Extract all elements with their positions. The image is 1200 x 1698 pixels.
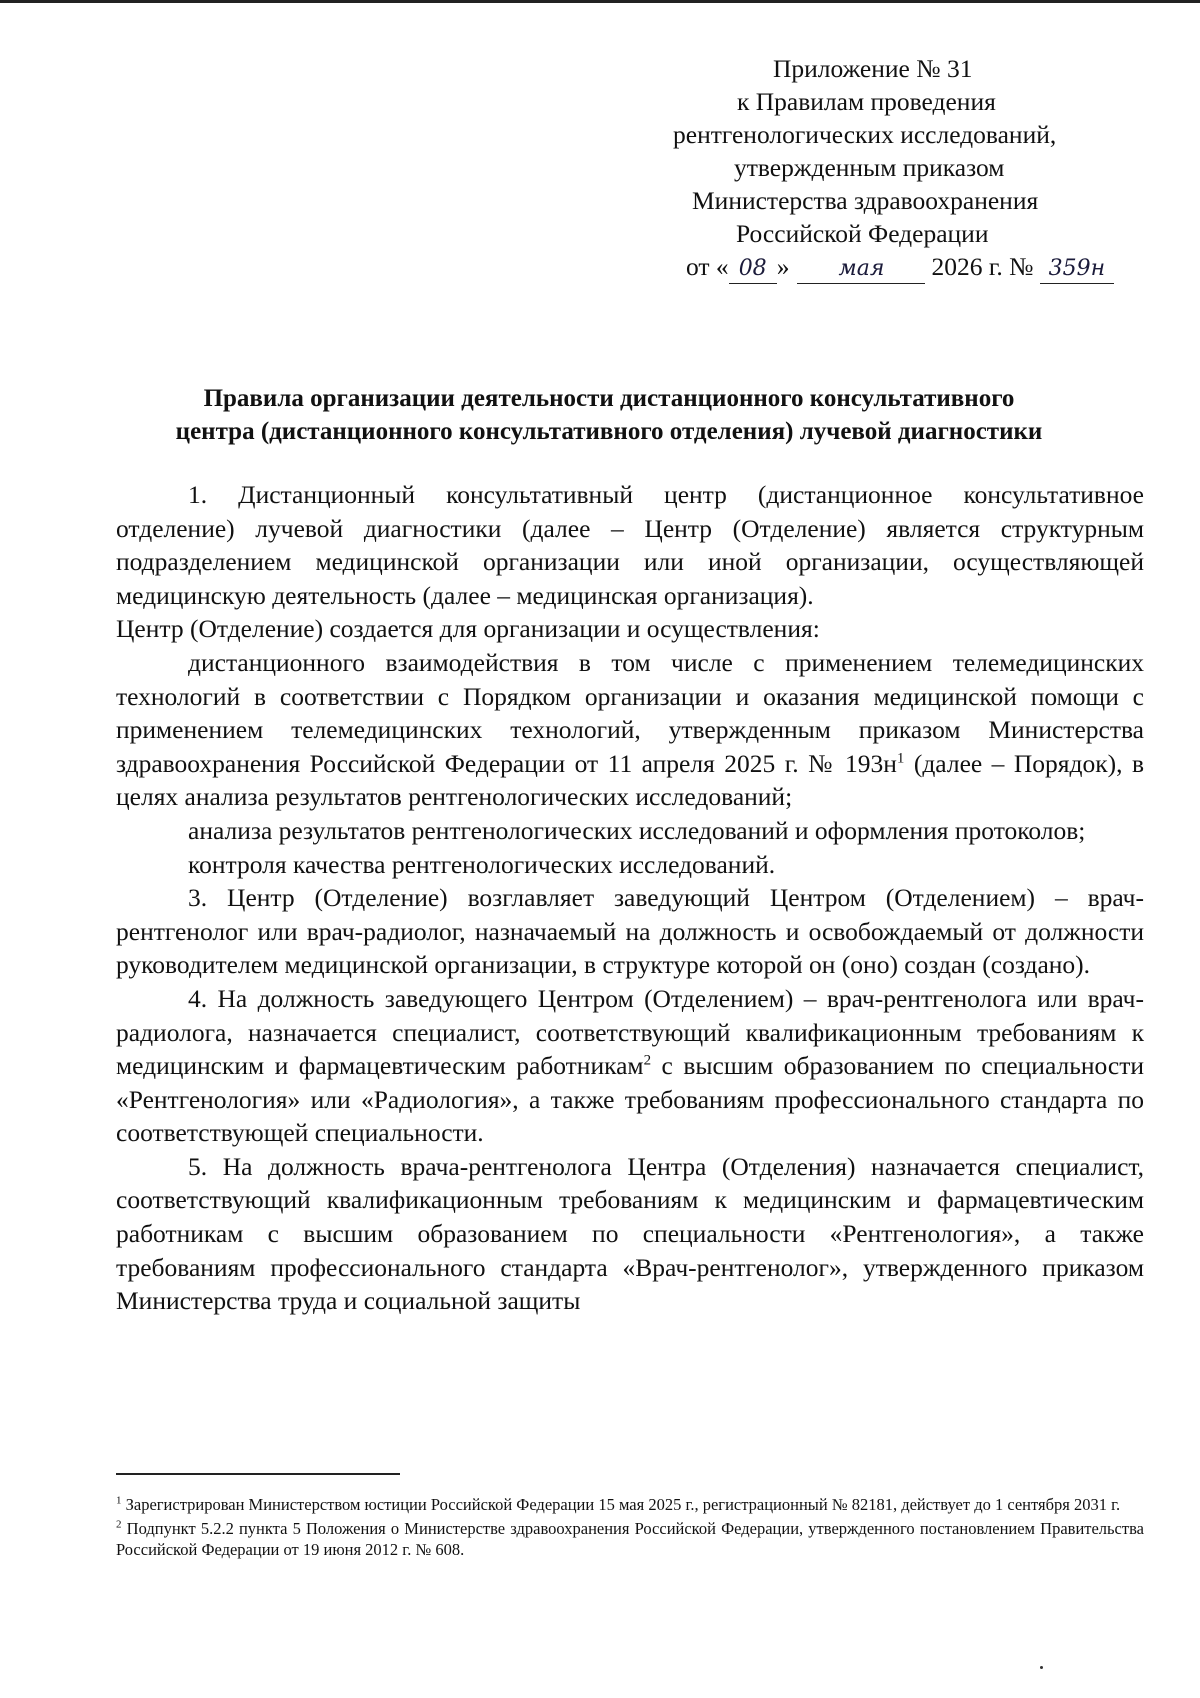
paragraph-analysis: анализа результатов рентгенологических исследований и оформления протоколов; — [188, 815, 1086, 845]
paragraph-quality: контроля качества рентгенологических исследований. — [188, 849, 776, 879]
appendix-number: Приложение № 31 — [773, 54, 973, 83]
paragraph-purpose: Центр (Отделение) создается для организации и осуществления: — [116, 614, 820, 644]
footnote-ref-2: 2 — [643, 1052, 652, 1069]
order-day-handwritten: 08 — [729, 255, 777, 284]
order-year-label: 2026 г. № — [931, 252, 1034, 281]
paragraph-3: 3. Центр (Отделение) возглавляет заведующий Центром (Отделением) – врач-рентгенолог или врач-радиолог, назначаемый на должность и освобождаемый от должности руководителем медицинской организации, в структуре которой он (оно) создан (создано). — [116, 883, 1144, 980]
paragraph-telemedicine: дистанционного взаимодействия в том числе с применением телемедицинских технологий в соответствии с Порядком организации и оказания медицинской помощи с применением телемедицинских технологий, утвержденным приказом Министерства здравоохранения Российской Федерации от 11 апреля 2025 г. № $193н^1$ (далее – Порядок), в целях анализа результатов рентгенологических исследований; — [116, 647, 1144, 812]
paragraph-4: 4. На должность заведующего Центром (Отделением) – врач-рентгенолога или врач-радиолога, назначается специалист, соответствующий квалификационным требованиям к медицинским и фармацевтическим работникам$^2$ с высшим образованием по специальности «Рентгенология» или «Радиология», а также требованиям профессионального стандарта по соответствующей специальности. — [116, 983, 1144, 1148]
appendix-ref-line: утвержденным приказом — [734, 153, 1005, 182]
scan-speck — [1040, 1666, 1043, 1669]
scan-top-edge — [0, 0, 1200, 3]
appendix-header — [600, 52, 1200, 284]
appendix-ministry-line: Министерства здравоохранения — [692, 186, 1039, 215]
order-month-handwritten: мая — [797, 255, 925, 284]
footnote-2: $^2$ Подпункт 5.2.2 пункта 5 Положения о Министерстве здравоохранения Российской Федерации, утвержденного постановлением Правительства Российской Федерации от 19 июня 2012 г. № 608. — [116, 1518, 1144, 1559]
footnotes — [116, 1494, 1144, 1563]
footnote-ref-1: 1 — [896, 750, 905, 767]
order-date-line: от « 08 » мая 2026 г. № 359н — [600, 250, 1200, 284]
footnote-1: $^1$ Зарегистрирован Министерством юстиции Российской Федерации 15 мая 2025 г., регистрационный № 82181, действует до 1 сентября 2031 г. — [116, 1494, 1121, 1514]
appendix-ref-line: рентгенологических исследований, — [673, 120, 1057, 149]
document-body — [116, 478, 1144, 1318]
footnote-separator — [116, 1473, 400, 1475]
appendix-ref-line: к Правилам проведения — [737, 87, 996, 116]
paragraph-5: 5. На должность врача-рентгенолога Центра (Отделения) назначается специалист, соответствующий квалификационным требованиям к медицинским и фармацевтическим работникам с высшим образованием по специальности «Рентгенология», а также требованиям профессионального стандарта «Врач-рентгенолог», утвержденного приказом Министерства труда и социальной защиты — [116, 1151, 1144, 1316]
appendix-country-line: Российской Федерации — [736, 219, 989, 248]
document-title: Правила организации деятельности дистанционного консультативного центра (дистанционного консультативного отделения) лучевой диагностики — [175, 385, 1043, 445]
paragraph-1: 1. Дистанционный консультативный центр (дистанционное консультативное отделение) лучевой диагностики (далее – Центр (Отделение) является структурным подразделением медицинской организации или иной организации, осуществляющей медицинскую деятельность (далее – медицинская организация). — [116, 480, 1144, 610]
order-number-handwritten: 359н — [1040, 255, 1114, 284]
